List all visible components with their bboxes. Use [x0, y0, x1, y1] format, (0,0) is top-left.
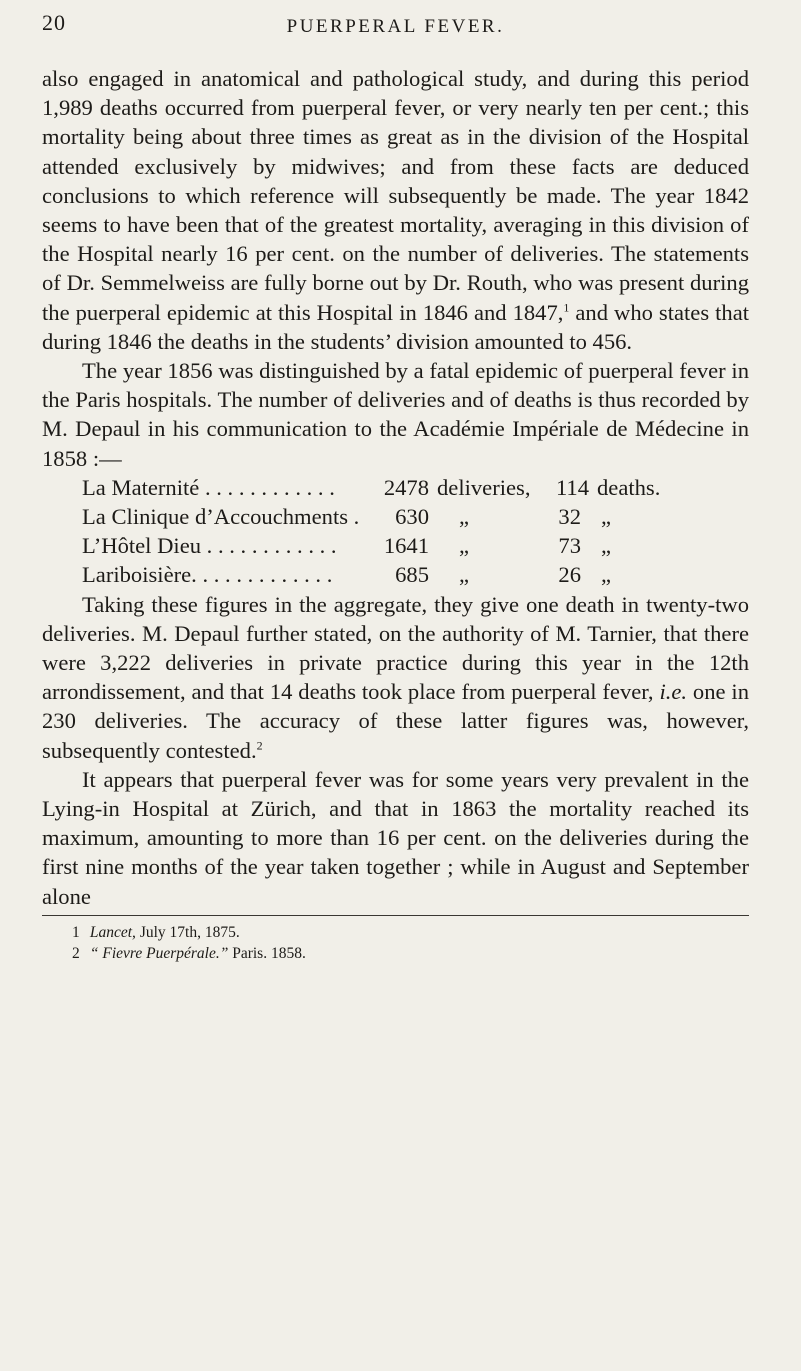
footnote-source: Lancet, — [89, 923, 136, 941]
footnote — [72, 943, 749, 964]
hospital-name: La Clinique d’Accouchments . — [82, 504, 360, 530]
table-row — [82, 531, 749, 560]
body-text-continued — [42, 590, 749, 911]
deliveries-deaths-table — [82, 473, 749, 590]
deliveries-unit: deliveries, — [437, 474, 531, 500]
deaths-count: 32 — [558, 504, 581, 530]
paragraph-3 — [42, 590, 749, 765]
footnote-divider — [42, 915, 749, 916]
deliveries-count: 685 — [395, 562, 429, 588]
paragraph-1-end: and who states that during 1846 the deaths in the students’ division amounted to 456. — [42, 299, 749, 354]
deaths-count: 26 — [558, 562, 581, 588]
deliveries-count: 1641 — [383, 533, 429, 559]
paragraph-1-text: also engaged in anatomical and pathological study, and during this period 1,989 deaths occurred from puerperal fever, or very nearly ten per cent.; this mortality being about three times as great as in the division of the Hospital attended exclusively by midwives; and from these facts are deduced conclusions to which reference will subsequently be made. The year 1842 seems to have been that of the greatest mortality, averaging in this division of the Hospital nearly 16 per cent. on the number of deliveries. The statements of Dr. Semmelweiss are fully borne out by Dr. Routh, who was present during the puerperal epidemic at this Hospital in 1846 and 1847, — [42, 66, 749, 325]
footnote-ref-1: 1 — [563, 300, 570, 315]
body-text — [42, 64, 749, 473]
deaths-count: 114 — [555, 474, 589, 500]
footnote-source: “ Fievre Puerpérale.” — [89, 944, 229, 962]
page-number: 20 — [42, 10, 66, 35]
paragraph-3-ie: i.e. — [659, 679, 688, 705]
footnotes — [42, 922, 749, 964]
deliveries-count: 630 — [395, 504, 429, 530]
deliveries-unit: „ — [459, 562, 470, 588]
hospital-name: La Maternité . . . . . . . . . . . . — [82, 474, 335, 500]
running-title: PUERPERAL FEVER. — [286, 16, 505, 37]
footnote-detail: Paris. 1858. — [228, 944, 306, 962]
deaths-unit: deaths. — [597, 474, 661, 500]
deliveries-count: 2478 — [383, 474, 429, 500]
footnote-number: 1 — [72, 923, 80, 941]
deliveries-unit: „ — [459, 504, 470, 530]
deaths-unit: „ — [601, 562, 612, 588]
table-row — [82, 473, 749, 502]
hospital-name: L’Hôtel Dieu . . . . . . . . . . . . — [82, 533, 337, 559]
deaths-count: 73 — [558, 533, 581, 559]
footnote-ref-2: 2 — [256, 738, 263, 753]
paragraph-3-mid: one in 230 deliveries. The accuracy of these latter figures was, however, subsequently contested. — [42, 679, 749, 763]
running-head — [42, 0, 749, 64]
footnote — [72, 922, 749, 943]
deaths-unit: „ — [601, 504, 612, 530]
deliveries-unit: „ — [459, 533, 470, 559]
table-row — [82, 502, 749, 531]
hospital-name: Lariboisière. . . . . . . . . . . . . — [82, 562, 333, 588]
table-row — [82, 560, 749, 589]
deaths-unit: „ — [601, 533, 612, 559]
paragraph-3-text: Taking these figures in the aggregate, they give one death in twenty-two deliveries. M. Depaul further stated, on the authority of M. Tarnier, that there were 3,222 deliveries in private practice during this year in the 12th arrondissement, and that 14 deaths took place from puerperal fever, — [42, 591, 749, 705]
footnote-number: 2 — [72, 944, 80, 962]
paragraph-4: It appears that puerperal fever was for some years very prevalent in the Lying-in Hospital at Zürich, and that in 1863 the mortality reached its maximum, amounting to more than 16 per cent. on the deliveries during the first nine months of the year taken together ; while in August and September alone — [42, 766, 749, 909]
paragraph-1 — [42, 64, 749, 356]
footnote-detail: July 17th, 1875. — [135, 923, 240, 941]
paragraph-2: The year 1856 was distinguished by a fatal epidemic of puerperal fever in the Paris hospitals. The number of deliveries and of deaths is thus recorded by M. Depaul in his communication to the Académie Impériale de Médecine in 1858 :— — [42, 358, 749, 471]
